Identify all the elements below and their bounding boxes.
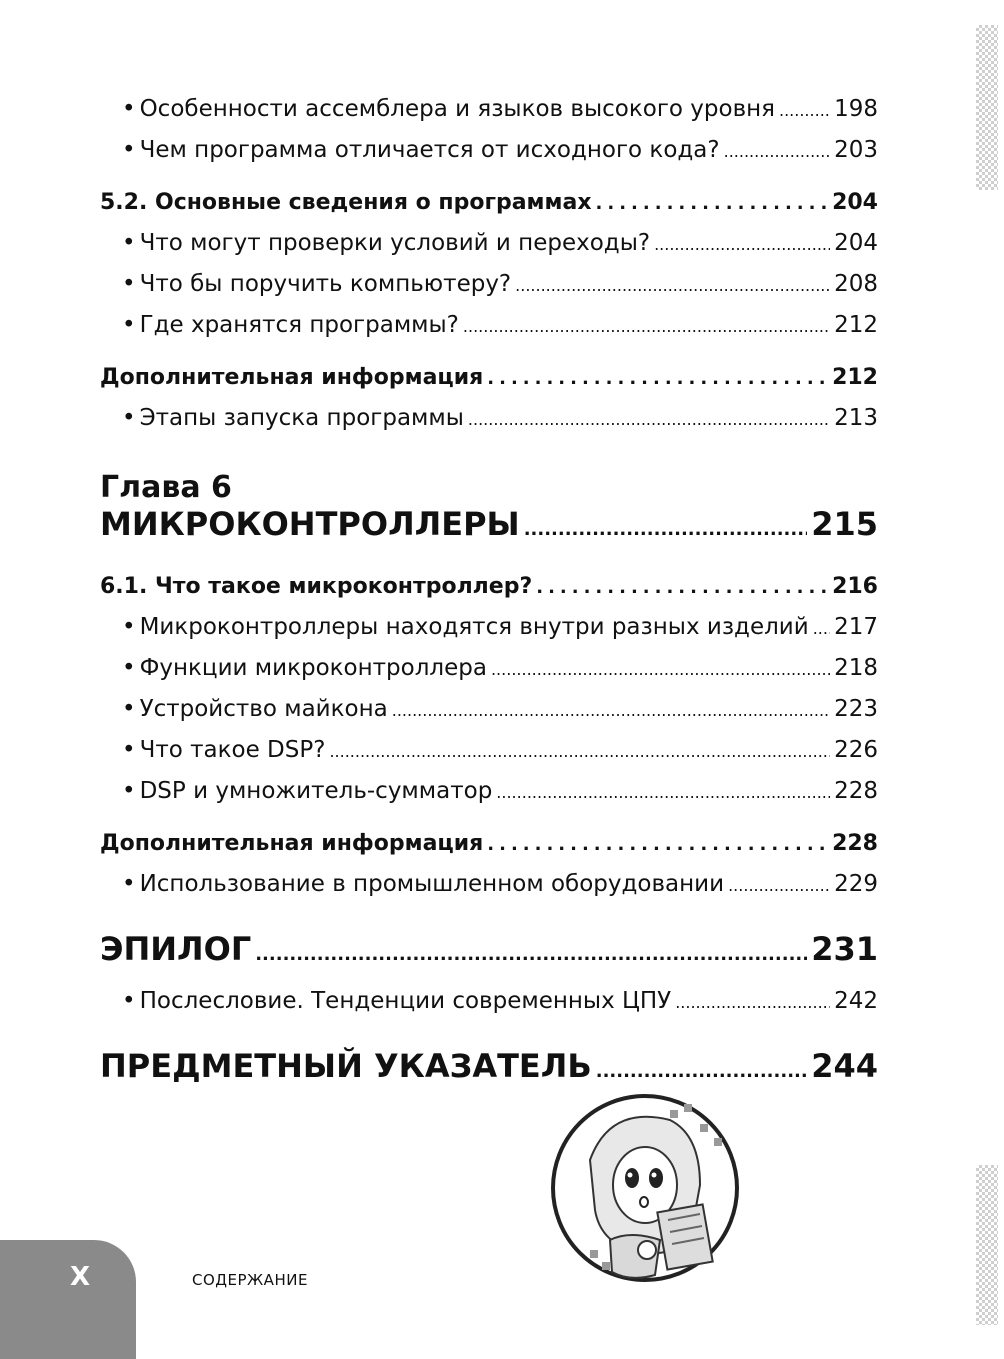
entry-page: 226 (834, 737, 878, 763)
dot-leader (392, 696, 830, 722)
dot-leader (596, 1047, 807, 1085)
section-page: 204 (832, 190, 878, 215)
dot-leader (596, 190, 829, 215)
toc-chapter[interactable] (100, 1047, 878, 1085)
entry-title: Что такое DSP? (139, 737, 326, 763)
toc-entry[interactable] (100, 696, 878, 722)
entry-page: 228 (834, 778, 878, 804)
entry-title: Послесловие. Тенденции современных ЦПУ (139, 988, 672, 1014)
edge-pattern (976, 25, 998, 190)
entry-page: 223 (834, 696, 878, 722)
page-tab (0, 1240, 136, 1359)
chapter-title: МИКРОКОНТРОЛЛЕРЫ (100, 505, 520, 543)
bullet: • (122, 778, 136, 804)
chapter-page: 215 (811, 505, 878, 543)
entry-page: 242 (834, 988, 878, 1014)
toc-entry[interactable] (100, 614, 878, 640)
toc-section[interactable] (100, 574, 878, 599)
chapter-page: 231 (811, 930, 878, 968)
entry-page: 204 (834, 230, 878, 256)
toc-entry[interactable] (100, 405, 878, 431)
chapter-label: Глава 6 (100, 470, 232, 505)
dot-leader (491, 655, 830, 681)
chapter-title: ПРЕДМЕТНЫЙ УКАЗАТЕЛЬ (100, 1047, 592, 1085)
entry-title: Где хранятся программы? (139, 312, 459, 338)
dot-leader (496, 778, 830, 804)
dot-leader (536, 574, 828, 599)
entry-title: Что могут проверки условий и переходы? (139, 230, 651, 256)
dot-leader (463, 312, 830, 338)
entry-title: Что бы поручить компьютеру? (139, 271, 512, 297)
toc-section[interactable] (100, 831, 878, 856)
toc-entry[interactable] (100, 230, 878, 256)
entry-page: 217 (834, 614, 878, 640)
toc-entry[interactable] (100, 655, 878, 681)
entry-page: 229 (834, 871, 878, 897)
bullet: • (122, 696, 136, 722)
bullet: • (122, 271, 136, 297)
chapter-page: 244 (811, 1047, 878, 1085)
entry-page: 218 (834, 655, 878, 681)
section-title: 5.2. Основные сведения о программах (100, 190, 592, 215)
bullet: • (122, 230, 136, 256)
entry-title: Этапы запуска программы (139, 405, 464, 431)
entry-title: Использование в промышленном оборудовании (139, 871, 725, 897)
section-page: 228 (832, 831, 878, 856)
bullet: • (122, 137, 136, 163)
dot-leader (487, 365, 828, 390)
toc-chapter[interactable] (100, 505, 878, 543)
bullet: • (122, 871, 136, 897)
bullet: • (122, 655, 136, 681)
entry-title: Микроконтроллеры находятся внутри разных изделий (139, 614, 809, 640)
entry-title: Особенности ассемблера и языков высокого уровня (139, 96, 775, 122)
toc-entry[interactable] (100, 737, 878, 763)
dot-leader (675, 988, 830, 1014)
toc-section[interactable] (100, 190, 878, 215)
edge-pattern (976, 1165, 998, 1325)
entry-page: 208 (834, 271, 878, 297)
running-footer-title: СОДЕРЖАНИЕ (192, 1271, 308, 1289)
entry-page: 213 (834, 405, 878, 431)
section-title: Дополнительная информация (100, 365, 484, 390)
girl-reading-illustration (550, 1090, 750, 1290)
dot-leader (468, 405, 830, 431)
bullet: • (122, 988, 136, 1014)
toc-entry[interactable] (100, 312, 878, 338)
entry-title: Функции микроконтроллера (139, 655, 487, 681)
toc-entry[interactable] (100, 988, 878, 1014)
toc-entry[interactable] (100, 271, 878, 297)
dot-leader (728, 871, 830, 897)
toc-entry[interactable] (100, 778, 878, 804)
entry-page: 198 (834, 96, 878, 122)
bullet: • (122, 614, 136, 640)
entry-title: Чем программа отличается от исходного кода? (139, 137, 720, 163)
dot-leader (255, 930, 807, 968)
bullet: • (122, 312, 136, 338)
bullet: • (122, 737, 136, 763)
section-page: 216 (832, 574, 878, 599)
section-title: 6.1. Что такое микроконтроллер? (100, 574, 533, 599)
dot-leader (329, 737, 830, 763)
dot-leader (724, 137, 830, 163)
dot-leader (524, 505, 808, 543)
toc-entry[interactable] (100, 96, 878, 122)
bullet: • (122, 405, 136, 431)
bullet: • (122, 96, 136, 122)
toc-entry[interactable] (100, 137, 878, 163)
toc-chapter[interactable] (100, 930, 878, 968)
section-page: 212 (832, 365, 878, 390)
dot-leader (515, 271, 830, 297)
entry-title: DSP и умножитель-сумматор (139, 778, 493, 804)
entry-page: 212 (834, 312, 878, 338)
dot-leader (654, 230, 830, 256)
dot-leader (779, 96, 830, 122)
chapter-title: ЭПИЛОГ (100, 930, 252, 968)
section-title: Дополнительная информация (100, 831, 484, 856)
dot-leader (813, 614, 830, 640)
page-marker: X (70, 1262, 91, 1292)
entry-title: Устройство майкона (139, 696, 388, 722)
entry-page: 203 (834, 137, 878, 163)
toc-entry[interactable] (100, 871, 878, 897)
dot-leader (487, 831, 828, 856)
toc-section[interactable] (100, 365, 878, 390)
